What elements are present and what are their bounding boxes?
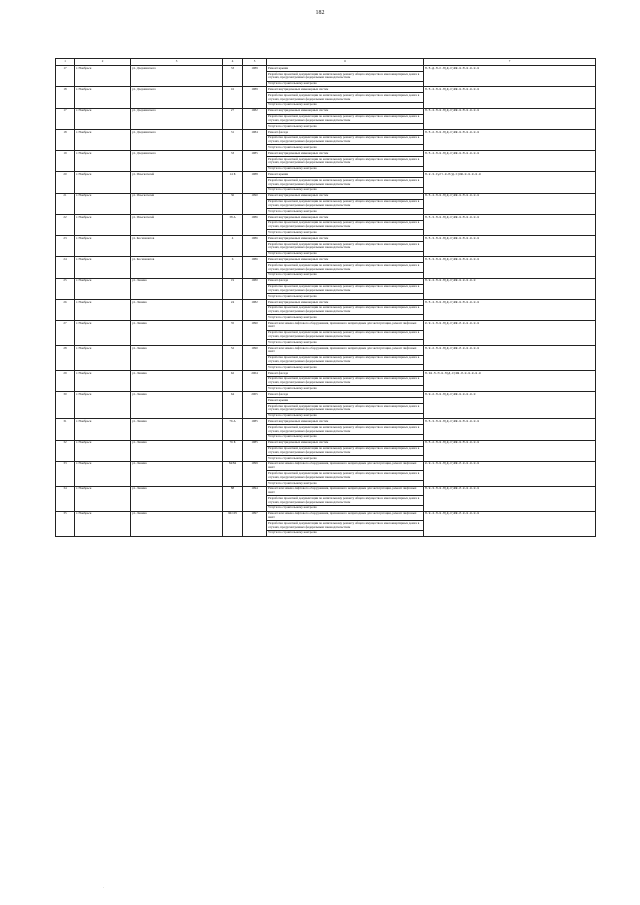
code-cell: К-9-1-П-0-П(Д-С)КВ-Л-0-0-0-0-0 — [424, 461, 596, 486]
year-cell: 1982 — [243, 108, 267, 129]
column-header: 7 — [424, 59, 596, 66]
street-cell: ул. Дзержинского — [131, 66, 223, 87]
code-cell: П-5-3-П-0-П(Д-С)КВ-0-М-0-0-0-0 — [424, 214, 596, 235]
work-item: Услуги по строительному контролю — [268, 530, 317, 535]
table-row — [56, 419, 596, 440]
code-cell: П-5-3-П-0-П(Д-С)КВ-0-М-0-0-0-0 — [424, 419, 596, 440]
column-number-row — [56, 59, 596, 66]
table-row — [56, 392, 596, 419]
works-cell — [267, 511, 424, 536]
house-number-cell: 6 — [223, 257, 243, 278]
street-cell: ул. Изыскателей — [131, 214, 223, 235]
works-cell — [267, 419, 424, 440]
work-item: Разработка проектной документации по капитальному ремонту общего имущества в многоквартирных домах в случаях, предусмотренных федеральным законодательством — [267, 521, 423, 531]
year-cell: 1989 — [243, 87, 267, 108]
page-number: 182 — [315, 10, 325, 16]
work-item: Разработка проектной документации по капитальному ремонту общего имущества в многоквартирных домах в случаях, предусмотренных федеральным законодательством — [267, 200, 423, 210]
street-cell: ул. Ленина — [131, 440, 223, 461]
table-row — [56, 172, 596, 193]
row-number-cell: 28 — [56, 346, 75, 371]
house-number-cell: 35 — [223, 321, 243, 346]
city-cell: г. Ноябрьск — [75, 371, 131, 392]
works-cell — [267, 193, 424, 214]
code-cell: П-9-2-П-0-П(Д-С)КВ-0-0-0-0-0 — [424, 392, 596, 419]
row-number-cell: 33 — [56, 461, 75, 486]
code-cell: П-5-4-П-0-П(Д-С)КВ-0-М-0-0-0-0 — [424, 299, 596, 320]
row-number-cell: 29 — [56, 371, 75, 392]
house-number-cell: 36 — [223, 193, 243, 214]
code-cell: П-5-3-П-0-П(Д-С)КВ-0-М-0-0-0-0 — [424, 257, 596, 278]
street-cell: ул. Изыскателей — [131, 172, 223, 193]
street-cell: ул. Дзержинского — [131, 108, 223, 129]
street-cell: ул. Ленина — [131, 419, 223, 440]
work-item: Услуги по строительному контролю — [268, 251, 317, 256]
code-cell: П-9-4-П-0-П(Д-С)КВ-0-0-0-0-0 — [424, 278, 596, 299]
year-cell: 1990 — [243, 321, 267, 346]
city-cell: г. Ноябрьск — [75, 299, 131, 320]
work-item: Ремонт внутридомовых инженерных систем — [267, 236, 423, 242]
year-cell: 1984 — [243, 129, 267, 150]
work-item: Разработка проектной документации по капитальному ремонту общего имущества в многоквартирных домах в случаях, предусмотренных федеральным законодательством — [267, 496, 423, 506]
house-number-cell: 62 — [223, 371, 243, 392]
work-item: Ремонт внутридомовых инженерных систем — [267, 257, 423, 263]
table-row — [56, 257, 596, 278]
work-item: Ремонт внутридомовых инженерных систем — [267, 194, 423, 200]
work-item: Ремонт внутридомовых инженерных систем — [267, 419, 423, 425]
year-cell: 1994 — [243, 486, 267, 511]
works-cell — [267, 129, 424, 150]
column-header: 5 — [243, 59, 267, 66]
table-row — [56, 151, 596, 172]
city-cell: г. Ноябрьск — [75, 193, 131, 214]
house-number-cell: 88 — [223, 486, 243, 511]
work-item: Услуги по строительному контролю — [268, 386, 317, 391]
house-number-cell: 27 — [223, 108, 243, 129]
work-item: Разработка проектной документации по капитальному ремонту общего имущества в многоквартирных домах в случаях, предусмотренных федеральным законодательством — [267, 306, 423, 316]
row-number-cell: 31 — [56, 419, 75, 440]
house-number-cell: 52 — [223, 346, 243, 371]
row-number-cell: 22 — [56, 214, 75, 235]
house-number-cell: 16 — [223, 87, 243, 108]
work-item: Ремонт фасада — [267, 279, 423, 285]
code-cell: П-9-4-П-0-П(Д-С)КВ-Л-0-0-0-0-0 — [424, 511, 596, 536]
code-cell: П-2-3-Султ-0-П(Д-С)КВ-0-0-0-0-0 — [424, 172, 596, 193]
works-cell — [267, 486, 424, 511]
table-row — [56, 278, 596, 299]
year-cell: 1982 — [243, 299, 267, 320]
year-cell: 1990 — [243, 193, 267, 214]
row-number-cell: 26 — [56, 299, 75, 320]
work-item: Ремонт внутридомовых инженерных систем — [267, 87, 423, 93]
work-item: Разработка проектной документации по капитальному ремонту общего имущества в многоквартирных домах в случаях, предусмотренных федеральным законодательством — [267, 285, 423, 295]
work-item: Разработка проектной документации по капитальному ремонту общего имущества в многоквартирных домах в случаях, предусмотренных федеральным законодательством — [267, 447, 423, 457]
year-cell: 1986 — [243, 214, 267, 235]
work-item: Услуги по строительному контролю — [268, 81, 317, 86]
city-cell: г. Ноябрьск — [75, 129, 131, 150]
works-cell — [267, 214, 424, 235]
street-cell: ул. Ленина — [131, 392, 223, 419]
city-cell: г. Ноябрьск — [75, 214, 131, 235]
city-cell: г. Ноябрьск — [75, 440, 131, 461]
house-number-cell: 76 Б — [223, 440, 243, 461]
table-row — [56, 299, 596, 320]
column-header: 3 — [131, 59, 223, 66]
works-cell — [267, 278, 424, 299]
row-number-cell: 20 — [56, 172, 75, 193]
work-item: Разработка проектной документации по капитальному ремонту общего имущества в многоквартирных домах в случаях, предусмотренных федеральным законодательством — [267, 404, 423, 414]
city-cell: г. Ноябрьск — [75, 461, 131, 486]
year-cell: 2005 — [243, 392, 267, 419]
street-cell: ул. Дзержинского — [131, 87, 223, 108]
work-item: Ремонт или замена лифтового оборудования, признанного непригодным для эксплуатации, ремонт лифтовых шахт — [267, 512, 423, 522]
year-cell: 1986 — [243, 257, 267, 278]
year-cell: 1986 — [243, 236, 267, 257]
work-item: Ремонт фасада — [267, 130, 423, 136]
code-cell: П-5-3-П-0-П(Д-С)КВ-0-М-0-0-0-0 — [424, 236, 596, 257]
work-item: Разработка проектной документации по капитальному ремонту общего имущества в многоквартирных домах в случаях, предусмотренных федеральным законодательством — [267, 136, 423, 146]
street-cell: ул. Изыскателей — [131, 193, 223, 214]
work-item: Ремонт крыши — [267, 66, 423, 72]
street-cell: ул. Ленина — [131, 511, 223, 536]
works-cell — [267, 236, 424, 257]
street-cell: ул. Космонавтов — [131, 257, 223, 278]
row-number-cell: 18 — [56, 87, 75, 108]
column-header: 2 — [75, 59, 131, 66]
city-cell: г. Ноябрьск — [75, 108, 131, 129]
table-row — [56, 108, 596, 129]
work-item: Ремонт крыши — [267, 172, 423, 178]
table-row — [56, 371, 596, 392]
row-number-cell: 24 — [56, 257, 75, 278]
city-cell: г. Ноябрьск — [75, 321, 131, 346]
year-cell: 2004 — [243, 371, 267, 392]
work-item: Ремонт фасада — [267, 371, 423, 377]
work-item: Ремонт или замена лифтового оборудования, признанного непригодным для эксплуатации, ремонт лифтовых шахт — [267, 346, 423, 356]
works-cell — [267, 66, 424, 87]
works-cell — [267, 257, 424, 278]
street-cell: ул. Ленина — [131, 278, 223, 299]
works-cell — [267, 321, 424, 346]
table-row — [56, 236, 596, 257]
row-number-cell: 19 — [56, 151, 75, 172]
street-cell: ул. Ленина — [131, 299, 223, 320]
city-cell: г. Ноябрьск — [75, 66, 131, 87]
code-cell: П-9-3-П-0-П(Д-С)КВ-Л-0-0-0-0-0 — [424, 486, 596, 511]
row-number-cell: 17 — [56, 66, 75, 87]
code-cell: П-5-4-П-0-П(Д-С)КВ-0-М-0-0-0-0 — [424, 151, 596, 172]
table-row — [56, 193, 596, 214]
house-number-cell: 84/84 — [223, 461, 243, 486]
year-cell: 1985 — [243, 440, 267, 461]
row-number-cell: 27 — [56, 321, 75, 346]
works-cell — [267, 371, 424, 392]
table-row — [56, 486, 596, 511]
city-cell: г. Ноябрьск — [75, 419, 131, 440]
work-item: Ремонт внутридомовых инженерных систем — [267, 151, 423, 157]
row-number-cell: 18 — [56, 129, 75, 150]
code-cell: К-9-1-П-0-П(Д-С)КВ-Л-0-0-0-0-0 — [424, 321, 596, 346]
work-item: Ремонт внутридомовых инженерных систем — [267, 215, 423, 221]
city-cell: г. Ноябрьск — [75, 486, 131, 511]
house-number-cell: 76 А — [223, 419, 243, 440]
table-row — [56, 461, 596, 486]
code-cell: П-9-2-П-0-П(Д-С)КВ-Л-0-0-0-0-0 — [424, 346, 596, 371]
works-cell — [267, 151, 424, 172]
work-item: Ремонт или замена лифтового оборудования, признанного непригодным для эксплуатации, ремонт лифтовых шахт — [267, 321, 423, 331]
work-item: Услуги по строительному контролю — [268, 187, 317, 192]
street-cell: ул. Ленина — [131, 461, 223, 486]
city-cell: г. Ноябрьск — [75, 172, 131, 193]
house-number-cell: 38 А — [223, 214, 243, 235]
code-cell: П-5-4-П-0-П(Д-С)КВ-0-М-0-0-0-0 — [424, 193, 596, 214]
work-item: Ремонт фасада — [267, 392, 423, 398]
table-row — [56, 214, 596, 235]
table-row — [56, 440, 596, 461]
scan-mark: · — [103, 885, 105, 890]
column-header: 6 — [267, 59, 424, 66]
work-item: Услуги по строительному контролю — [268, 123, 317, 128]
street-cell: ул. Космонавтов — [131, 236, 223, 257]
year-cell: 1999 — [243, 461, 267, 486]
year-cell: 1997 — [243, 511, 267, 536]
work-item: Услуги по строительному контролю — [268, 102, 317, 107]
year-cell: 1990 — [243, 346, 267, 371]
row-number-cell: 30 — [56, 392, 75, 419]
city-cell: г. Ноябрьск — [75, 236, 131, 257]
work-item: Услуги по строительному контролю — [268, 144, 317, 149]
work-item: Разработка проектной документации по капитальному ремонту общего имущества в многоквартирных домах в случаях, предусмотренных федеральным законодательством — [267, 331, 423, 341]
work-item: Услуги по строительному контролю — [268, 455, 317, 460]
column-header: 1 — [56, 59, 75, 66]
code-cell: П-5-2-П-0-П(Д-С)КВ-0-М-0-0-0-0 — [424, 129, 596, 150]
work-item: Ремонт крыши — [267, 398, 423, 404]
work-item: Услуги по строительному контролю — [268, 314, 317, 319]
table-row — [56, 129, 596, 150]
year-cell: 1989 — [243, 66, 267, 87]
city-cell: г. Ноябрьск — [75, 87, 131, 108]
works-cell — [267, 299, 424, 320]
work-item: Разработка проектной документации по капитальному ремонту общего имущества в многоквартирных домах в случаях, предусмотренных федеральным законодательством — [267, 242, 423, 252]
city-cell: г. Ноябрьск — [75, 257, 131, 278]
work-item: Разработка проектной документации по капитальному ремонту общего имущества в многоквартирных домах в случаях, предусмотренных федеральным законодательством — [267, 157, 423, 167]
row-number-cell: 35 — [56, 511, 75, 536]
house-number-cell: 14 Б — [223, 172, 243, 193]
table-row — [56, 87, 596, 108]
street-cell: ул. Ленина — [131, 346, 223, 371]
row-number-cell: 34 — [56, 486, 75, 511]
year-cell: 1985 — [243, 419, 267, 440]
work-item: Услуги по строительному контролю — [268, 434, 317, 439]
work-item: Разработка проектной документации по капитальному ремонту общего имущества в многоквартирных домах в случаях, предусмотренных федеральным законодательством — [267, 263, 423, 273]
work-item: Разработка проектной документации по капитальному ремонту общего имущества в многоквартирных домах в случаях, предусмотренных федеральным законодательством — [267, 178, 423, 188]
code-cell: П-5-4-П-0-П(Д-С)КВ-0-М-0-0-0-0 — [424, 108, 596, 129]
code-cell: П-5-2-П-0-П(Д-С)КВ-0-М-0-0-0-0 — [424, 440, 596, 461]
year-cell: 1985 — [243, 151, 267, 172]
works-cell — [267, 172, 424, 193]
works-cell — [267, 461, 424, 486]
row-number-cell: 17 — [56, 108, 75, 129]
work-item: Услуги по строительному контролю — [268, 505, 317, 510]
table-row — [56, 511, 596, 536]
works-cell — [267, 87, 424, 108]
work-item: Ремонт внутридомовых инженерных систем — [267, 109, 423, 115]
street-cell: ул. Дзержинского — [131, 151, 223, 172]
row-number-cell: 32 — [56, 440, 75, 461]
works-cell — [267, 346, 424, 371]
street-cell: ул. Ленина — [131, 321, 223, 346]
repair-program-table — [55, 58, 596, 537]
work-item: Услуги по строительному контролю — [268, 364, 317, 369]
work-item: Ремонт или замена лифтового оборудования, признанного непригодным для эксплуатации, ремонт лифтовых шахт — [267, 487, 423, 497]
code-cell: П-10-5-П-0-П(Д-С)КВ-Л-0-0-0-0-0 — [424, 371, 596, 392]
work-item: Услуги по строительному контролю — [268, 208, 317, 213]
house-number-cell: 64 — [223, 392, 243, 419]
house-number-cell: 4 — [223, 236, 243, 257]
house-number-cell: 33 — [223, 66, 243, 87]
work-item: Услуги по строительному контролю — [268, 272, 317, 277]
city-cell: г. Ноябрьск — [75, 511, 131, 536]
street-cell: ул. Ленина — [131, 486, 223, 511]
house-number-cell: 31 — [223, 129, 243, 150]
street-cell: ул. Дзержинского — [131, 129, 223, 150]
house-number-cell: 24 — [223, 299, 243, 320]
street-cell: ул. Ленина — [131, 371, 223, 392]
works-cell — [267, 440, 424, 461]
house-number-cell: 96/105 — [223, 511, 243, 536]
work-item: Разработка проектной документации по капитальному ремонту общего имущества в многоквартирных домах в случаях, предусмотренных федеральным законодательством — [267, 115, 423, 125]
work-item: Разработка проектной документации по капитальному ремонту общего имущества в многоквартирных домах в случаях, предусмотренных федеральным законодательством — [267, 72, 423, 82]
work-item: Разработка проектной документации по капитальному ремонту общего имущества в многоквартирных домах в случаях, предусмотренных федеральным законодательством — [267, 356, 423, 366]
city-cell: г. Ноябрьск — [75, 278, 131, 299]
work-item: Разработка проектной документации по капитальному ремонту общего имущества в многоквартирных домах в случаях, предусмотренных федеральным законодательством — [267, 425, 423, 435]
work-item: Ремонт внутридомовых инженерных систем — [267, 300, 423, 306]
table-row — [56, 66, 596, 87]
work-item: Услуги по строительному контролю — [268, 480, 317, 485]
work-item: Услуги по строительному контролю — [268, 166, 317, 171]
works-cell — [267, 108, 424, 129]
work-item: Ремонт или замена лифтового оборудования, признанного непригодным для эксплуатации, ремонт лифтовых шахт — [267, 462, 423, 472]
year-cell: 1988 — [243, 172, 267, 193]
work-item: Ремонт внутридомовых инженерных систем — [267, 441, 423, 447]
table-row — [56, 321, 596, 346]
city-cell: г. Ноябрьск — [75, 151, 131, 172]
city-cell: г. Ноябрьск — [75, 346, 131, 371]
row-number-cell: 21 — [56, 193, 75, 214]
work-item: Разработка проектной документации по капитальному ремонту общего имущества в многоквартирных домах в случаях, предусмотренных федеральным законодательством — [267, 93, 423, 103]
city-cell: г. Ноябрьск — [75, 392, 131, 419]
work-item: Услуги по строительному контролю — [268, 339, 317, 344]
code-cell: П-5-4-П-0-П(Д-С)КВ-0-М-0-0-0-0 — [424, 87, 596, 108]
house-number-cell: 19 — [223, 278, 243, 299]
table-row — [56, 346, 596, 371]
year-cell: 1980 — [243, 278, 267, 299]
work-item: Разработка проектной документации по капитальному ремонту общего имущества в многоквартирных домах в случаях, предусмотренных федеральным законодательством — [267, 221, 423, 231]
work-item: Услуги по строительному контролю — [268, 413, 317, 418]
code-cell: П-5-Д-П-С-П(Д-С)КВ-0-М-0-0-0-0 — [424, 66, 596, 87]
work-item: Услуги по строительному контролю — [268, 229, 317, 234]
house-number-cell: 33 — [223, 151, 243, 172]
work-item: Разработка проектной документации по капитальному ремонту общего имущества в многоквартирных домах в случаях, предусмотренных федеральным законодательством — [267, 471, 423, 481]
work-item: Услуги по строительному контролю — [268, 293, 317, 298]
row-number-cell: 25 — [56, 278, 75, 299]
column-header: 4 — [223, 59, 243, 66]
works-cell — [267, 392, 424, 419]
row-number-cell: 23 — [56, 236, 75, 257]
work-item: Разработка проектной документации по капитальному ремонту общего имущества в многоквартирных домах в случаях, предусмотренных федеральным законодательством — [267, 377, 423, 387]
